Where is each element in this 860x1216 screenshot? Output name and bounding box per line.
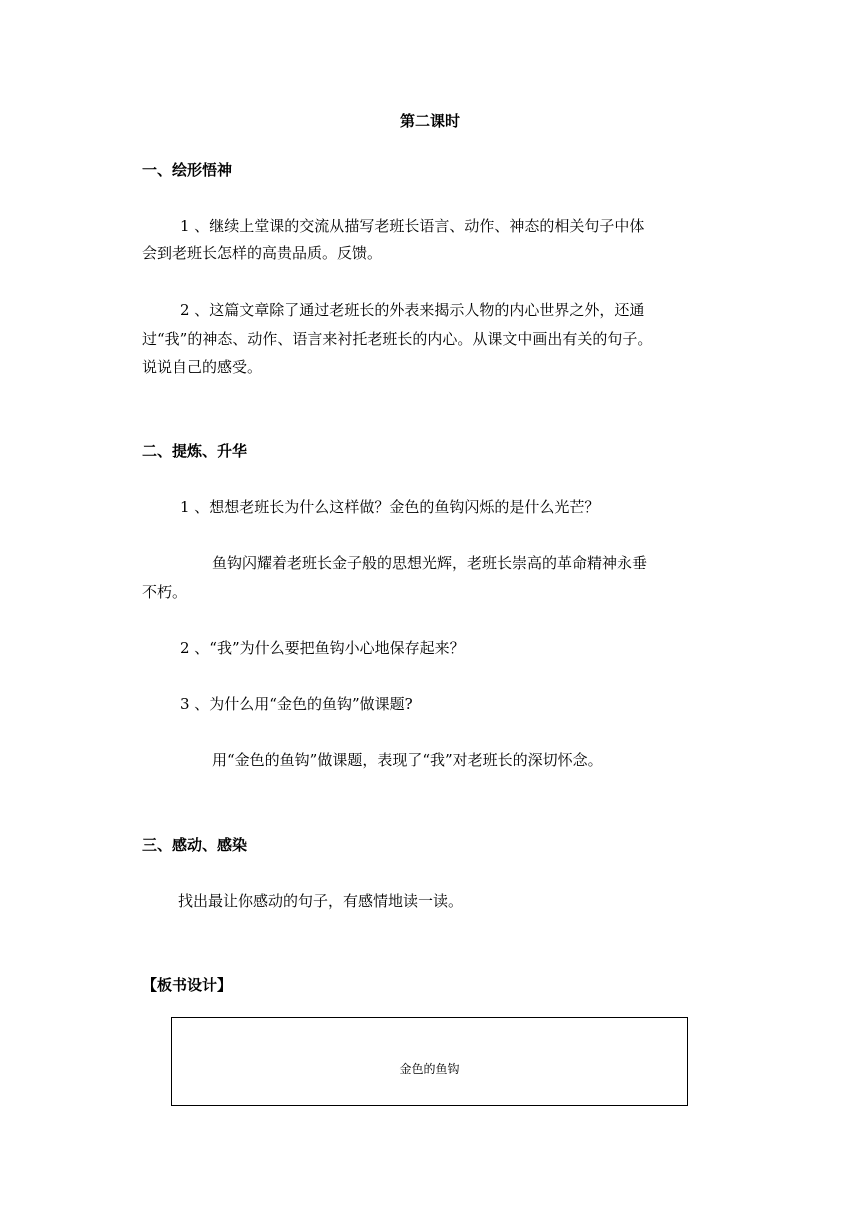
paragraph-line: 1 、继续上堂课的交流从描写老班长语言、动作、神态的相关句子中体 (180, 217, 645, 235)
board-heading: 【板书设计】 (142, 976, 233, 994)
answer-line: 不朽。 (142, 583, 188, 601)
question-1: 1 、想想老班长为什么这样做？金色的鱼钩闪烁的是什么光芒？ (180, 498, 600, 516)
paragraph-line: 过“我”的神态、动作、语言来衬托老班长的内心。从课文中画出有关的句子。 (142, 330, 653, 348)
answer-3: 用“金色的鱼钩”做课题，表现了“我”对老班长的深切怀念。 (212, 751, 603, 769)
section-3-text: 找出最让你感动的句子，有感情地读一读。 (178, 892, 464, 910)
question-2: 2 、“我”为什么要把鱼钩小心地保存起来？ (180, 639, 465, 657)
paragraph-line: 会到老班长怎样的高贵品质。反馈。 (142, 244, 383, 262)
page-title: 第二课时 (399, 112, 460, 130)
section-heading-3: 三、感动、感染 (142, 836, 248, 854)
section-heading-2: 二、提炼、升华 (142, 442, 248, 460)
question-3: 3 、为什么用“金色的鱼钩”做课题? (180, 695, 413, 713)
board-content: 金色的鱼钩 (399, 1062, 460, 1076)
board-design-box (171, 1017, 688, 1106)
answer-line: 鱼钩闪耀着老班长金子般的思想光辉，老班长崇高的革命精神永垂 (212, 554, 648, 572)
section-heading-1: 一、绘形悟神 (142, 161, 233, 179)
paragraph-line: 2 、这篇文章除了通过老班长的外表来揭示人物的内心世界之外，还通 (180, 301, 645, 319)
paragraph-line: 说说自己的感受。 (142, 358, 263, 376)
